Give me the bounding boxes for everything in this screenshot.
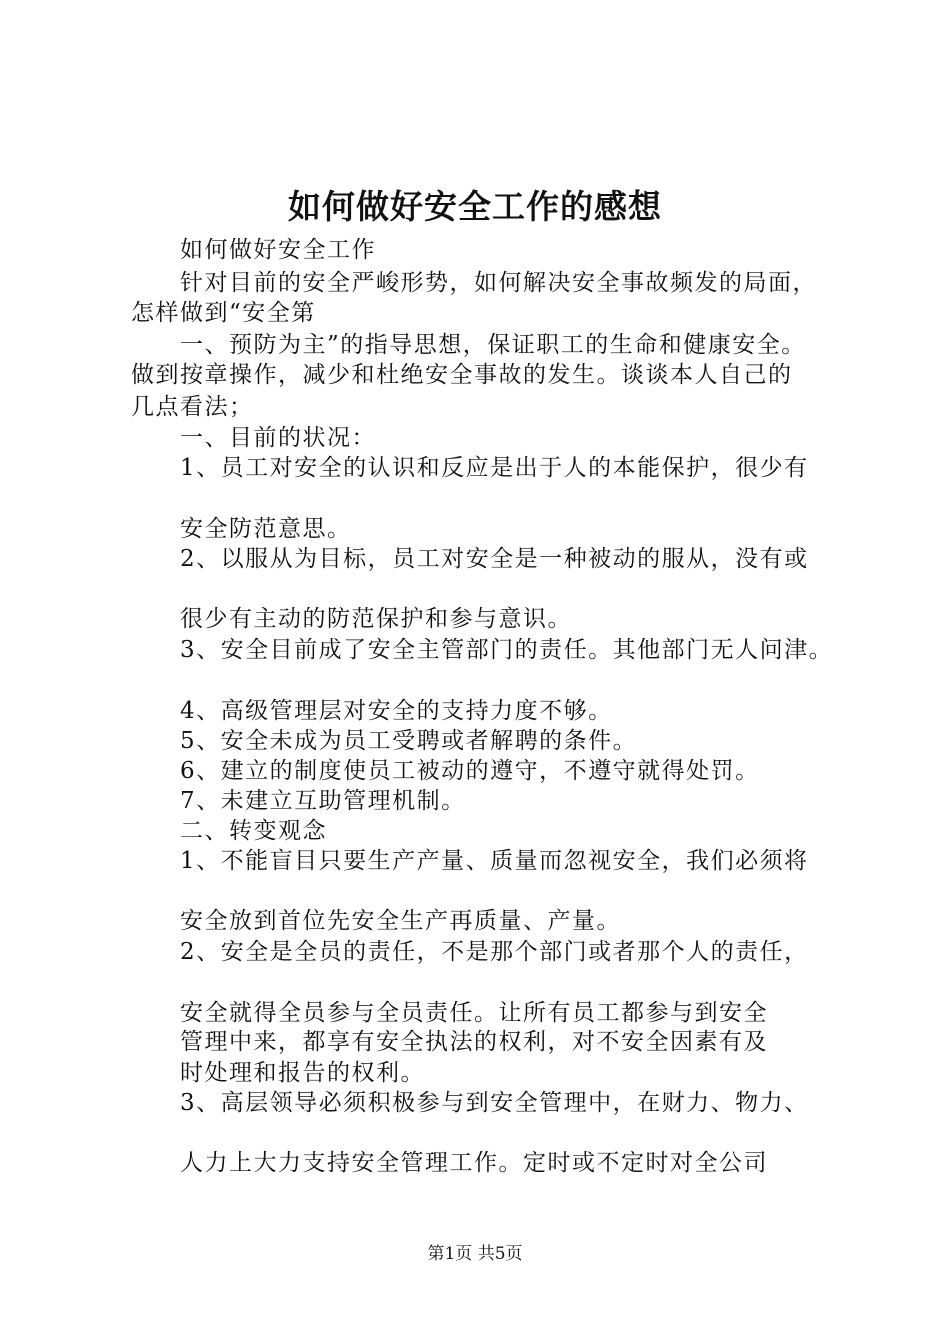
list-item: 4、高级管理层对安全的支持力度不够。 — [180, 698, 613, 724]
text-line: 安全就得全员参与全员责任。让所有员工都参与到安全 — [180, 1000, 768, 1026]
text-line: 做到按章操作，减少和杜绝安全事故的发生。谈谈本人自己的 — [131, 362, 793, 388]
list-item: 3、高层领导必须积极参与到安全管理中，在财力、物力、 — [180, 1090, 809, 1116]
text-line: 管理中来，都享有安全执法的权利，对不安全因素有及 — [180, 1029, 768, 1055]
text-line: 安全放到首位先安全生产再质量、产量。 — [180, 908, 621, 934]
list-item: 1、不能盲目只要生产产量、质量而忽视安全，我们必须将 — [180, 848, 809, 874]
text-line: 人力上大力支持安全管理工作。定时或不定时对全公司 — [180, 1150, 768, 1176]
text-line: 时处理和报告的权利。 — [180, 1060, 425, 1086]
text-line: 怎样做到“安全第 — [131, 300, 316, 326]
list-item: 1、员工对安全的认识和反应是出于人的本能保护，很少有 — [180, 455, 809, 481]
section-heading: 一、目前的状况： — [180, 425, 376, 451]
list-item: 6、建立的制度使员工被动的遵守，不遵守就得处罚。 — [180, 758, 760, 784]
text-line: 针对目前的安全严峻形势，如何解决安全事故频发的局面， — [180, 270, 817, 296]
list-item: 3、安全目前成了安全主管部门的责任。其他部门无人问津。 — [180, 637, 834, 663]
list-item: 5、安全未成为员工受聘或者解聘的条件。 — [180, 728, 638, 754]
text-line: 如何做好安全工作 — [180, 237, 376, 263]
list-item: 2、安全是全员的责任，不是那个部门或者那个人的责任， — [180, 939, 809, 965]
text-line: 一、预防为主”的指导思想，保证职工的生命和健康安全。 — [180, 332, 806, 358]
document-title: 如何做好安全工作的感想 — [288, 187, 662, 226]
section-heading: 二、转变观念 — [180, 818, 327, 844]
text-line: 很少有主动的防范保护和参与意识。 — [180, 606, 572, 632]
list-item: 2、以服从为目标，员工对安全是一种被动的服从，没有或 — [180, 546, 809, 572]
text-line: 几点看法； — [131, 394, 254, 420]
list-item: 7、未建立互助管理机制。 — [180, 788, 466, 814]
text-line: 安全防范意思。 — [180, 516, 352, 542]
page-indicator: 第1页 共5页 — [427, 1244, 523, 1264]
